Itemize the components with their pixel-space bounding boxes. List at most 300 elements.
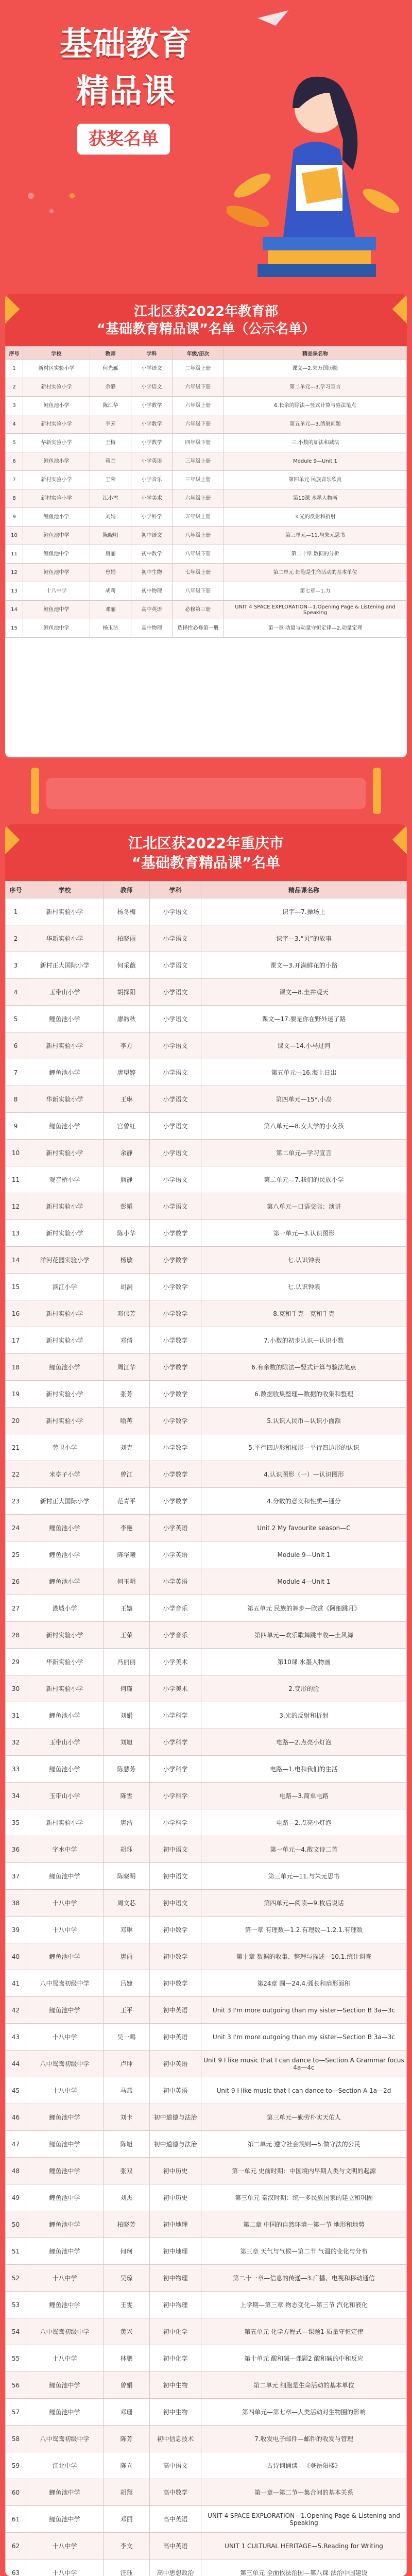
table-cell: 高中物理 [131, 619, 173, 638]
table-cell: 12 [6, 564, 23, 582]
table-cell: 初中语文 [150, 1890, 201, 1917]
column-header: 年级/册次 [173, 347, 224, 360]
table-cell: 小学美术 [131, 489, 173, 508]
table-cell: 小学数学 [131, 397, 173, 415]
table-row [6, 397, 407, 415]
table-cell: 陈江华 [90, 397, 131, 415]
table-cell: 17 [6, 1327, 26, 1354]
table-cell: 电路—2.点亮小灯泡 [201, 1809, 407, 1836]
table-cell: 第五单元 民族的舞步—欣赏《阿细跳月》 [201, 1595, 407, 1622]
table-cell: 江北中学 [26, 2452, 104, 2479]
table-cell: 49 [6, 2184, 26, 2211]
table-cell: 新村实验小学 [26, 1622, 104, 1649]
table-cell: 32 [6, 1729, 26, 1756]
table-cell: 鲤鱼池中学 [23, 619, 90, 638]
table-row [6, 508, 407, 527]
table-cell: 鲤鱼池中学 [26, 2158, 104, 2184]
table-row [6, 2184, 407, 2211]
table-cell: 11 [6, 545, 23, 564]
section2-title-line1: 江北区获2022年重庆市 [128, 835, 284, 852]
table-row [6, 979, 407, 1006]
table-cell: 刘娟 [104, 1702, 150, 1729]
table-cell: 第五单元—16.海上日出 [201, 1059, 407, 1086]
table-cell: 八中鸳鸯初级中学 [26, 2318, 104, 2345]
table-cell: 13 [6, 582, 23, 601]
table-cell: 小学语文 [150, 1006, 201, 1032]
table-cell: 鲤鱼池小学 [26, 1354, 104, 1381]
table-cell: 第七章—1.力 [224, 582, 407, 601]
table-cell: 第二单元—学习宣言 [201, 1140, 407, 1166]
table-cell: 小学语文 [150, 899, 201, 925]
table-row [6, 1515, 407, 1541]
table-cell: 熊静 [104, 1166, 150, 1193]
table-cell: 58 [6, 2426, 26, 2452]
table-cell: 初中数学 [150, 1970, 201, 1997]
table-cell: 8 [6, 1086, 26, 1113]
table-cell: 高中语文 [150, 2452, 201, 2479]
table-cell: Unit 3 I'm more outgoing than my sister—Section B 3a—3c [201, 2024, 407, 2050]
table-cell: 第一单元—4.散文诗二首 [201, 1836, 407, 1863]
table-cell: 邓丽 [90, 601, 131, 619]
table-cell: 小学数学 [150, 1434, 201, 1461]
table-cell: 新村实验小学 [26, 1327, 104, 1354]
table-cell: 电路—3.简单电路 [201, 1783, 407, 1809]
table-cell: 刘克 [104, 1434, 150, 1461]
table-cell: 小学数学 [150, 1247, 201, 1274]
table-cell: 李芳 [90, 415, 131, 434]
table-cell: 初中生物 [131, 564, 173, 582]
table-cell: 米亭子小学 [26, 1461, 104, 1488]
table-cell: UNIT 4 SPACE EXPLORATION—1.Opening Page & Listening and Speaking [201, 2506, 407, 2533]
table-cell: 小学语文 [131, 378, 173, 397]
table-cell: 第一章 动量与动量守恒定律—2.动量定理 [224, 619, 407, 638]
table-cell: 陈小华 [104, 1220, 150, 1247]
table-cell: 鲤鱼池小学 [26, 1059, 104, 1086]
table-row [6, 2104, 407, 2131]
table-row [6, 378, 407, 397]
table-cell: 鲤鱼池中学 [26, 2372, 104, 2399]
table-row [6, 1675, 407, 1702]
table-cell: 6.长余的除法—竖式计算与验法笔点 [224, 397, 407, 415]
table-cell: 陈晓明 [104, 1863, 150, 1890]
table-cell: 12 [6, 1193, 26, 1220]
table-cell: 八中鸳鸯初级中学 [26, 1970, 104, 1997]
table-row [6, 1220, 407, 1247]
table-cell: 十八中学 [26, 1890, 104, 1917]
table-cell: 8 [6, 489, 23, 508]
table-cell: 唐浩 [104, 1809, 150, 1836]
table-cell: 新村实验小学 [26, 1381, 104, 1408]
table-cell: 初中生物 [150, 2399, 201, 2426]
table-cell: 八年级上册 [173, 527, 224, 545]
column-header: 精品课名称 [224, 347, 407, 360]
table-row [6, 1890, 407, 1917]
table-cell: 第二单元 细胞是生命活动的基本单位 [201, 2372, 407, 2399]
student-with-books-illustration-icon [227, 31, 402, 278]
table-row [6, 2158, 407, 2184]
table-cell: 2.变形的脸 [201, 1675, 407, 1702]
table-cell: 小学数学 [150, 1461, 201, 1488]
table-cell: 初中化学 [150, 2318, 201, 2345]
table-cell: 八年级下册 [173, 582, 224, 601]
table-cell: 八年级下册 [173, 545, 224, 564]
table-cell: 张芳 [104, 1381, 150, 1408]
table-cell: 陈芳 [104, 2426, 150, 2452]
table-cell: 3.光的反射和折射 [201, 1702, 407, 1729]
table-row [6, 1809, 407, 1836]
table-cell: 小学数学 [150, 1381, 201, 1408]
table-cell: 吴一鸣 [104, 2024, 150, 2050]
column-header: 序号 [6, 882, 26, 899]
table-cell: 识字—7.操场上 [201, 899, 407, 925]
table-row [6, 952, 407, 979]
table-cell: 初中生物 [150, 2372, 201, 2399]
table-cell: 鲤鱼池中学 [26, 2184, 104, 2211]
table-cell: 小学语文 [150, 925, 201, 952]
table-cell: 七年级上册 [173, 564, 224, 582]
table-cell: 十八中学 [26, 2560, 104, 2576]
column-header: 学校 [26, 882, 104, 899]
table-cell: 初中数学 [131, 545, 173, 564]
table-cell: 小学数学 [150, 1408, 201, 1434]
table-cell: 4.认识图形（一）—认识图形 [201, 1461, 407, 1488]
table-row [6, 1247, 407, 1274]
table-cell: 新村实验小学 [26, 1809, 104, 1836]
table-cell: 鲤鱼池小学 [26, 1541, 104, 1568]
table-cell: 45 [6, 2077, 26, 2104]
table-cell: 第八单元—口语交际：演讲 [201, 1193, 407, 1220]
table-row [6, 2452, 407, 2479]
table-cell: 宫曾红 [104, 1113, 150, 1140]
table-cell: 二年级上册 [173, 360, 224, 378]
table-cell: 第三章 天气与气候—第二节 气温的变化与分布 [201, 2238, 407, 2265]
table-cell: 十八中学 [26, 2533, 104, 2560]
table-row [6, 2211, 407, 2238]
table-cell: 小学科学 [150, 1702, 201, 1729]
table-cell: 52 [6, 2265, 26, 2292]
table-cell: 鲤鱼池小学 [26, 1006, 104, 1032]
table-cell: 课文—14.小马过河 [201, 1032, 407, 1059]
table-cell: 小学语文 [150, 952, 201, 979]
table-cell: 鲤鱼池中学 [26, 2506, 104, 2533]
table-row [6, 2024, 407, 2050]
table-row [6, 1917, 407, 1943]
table-cell: 华新实验小学 [23, 434, 90, 452]
table-cell: 鲤鱼池中学 [26, 1863, 104, 1890]
table-cell: 邓琳 [104, 1917, 150, 1943]
table-cell: 三年级上册 [173, 471, 224, 489]
table-cell: 59 [6, 2452, 26, 2479]
table-cell: 小学语文 [150, 1059, 201, 1086]
table-row [6, 1381, 407, 1408]
table-cell: 46 [6, 2104, 26, 2131]
table-cell: 第二章 中国的自然环境—第一节 地形和地势 [201, 2211, 407, 2238]
column-header: 学科 [150, 882, 201, 899]
table-row [6, 1408, 407, 1434]
table-cell: 课文—8.坐井观天 [201, 979, 407, 1006]
table-cell: 62 [6, 2533, 26, 2560]
table-cell: 63 [6, 2560, 26, 2576]
table-cell: 小学数学 [150, 1220, 201, 1247]
decorative-dots-icon [21, 185, 82, 227]
table-cell: 古诗词诵读—《登岳阳楼》 [201, 2452, 407, 2479]
table-cell: 鲤鱼池中学 [26, 2131, 104, 2158]
table-cell: 16 [6, 1300, 26, 1327]
column-header: 精品课名称 [201, 882, 407, 899]
table-cell: 第24章 圆—24.4.弧长和扇形面积 [201, 1970, 407, 1997]
table-cell: 邓丽 [104, 2506, 150, 2533]
table-row [6, 2238, 407, 2265]
table-cell: 小学音乐 [150, 1622, 201, 1649]
table-row [6, 1997, 407, 2024]
table-cell: Unit 9 I like music that I can dance to—Section A 1a—2d [201, 2077, 407, 2104]
table-cell: 刘杰 [104, 2184, 150, 2211]
table-cell: 唐丽 [90, 545, 131, 564]
table-cell: 范青平 [104, 1488, 150, 1515]
table-cell: 小学科学 [150, 1783, 201, 1809]
table-cell: 唐丽 [104, 1943, 150, 1970]
table-cell: 电路—1.电和我们的生活 [201, 1756, 407, 1783]
table-cell: 第四单元 民族音乐欣赏 [224, 471, 407, 489]
table-cell: 55 [6, 2345, 26, 2372]
hero-subtitle: 获奖名单 [77, 124, 170, 155]
table-cell: 小学科学 [150, 1809, 201, 1836]
table-cell: 第四单元—阅读—9.枚后说话 [201, 1890, 407, 1917]
table-cell: 21 [6, 1434, 26, 1461]
table-row [6, 582, 407, 601]
table-cell: 观音桥小学 [26, 1166, 104, 1193]
table-cell: 新村实验小学 [23, 378, 90, 397]
table-cell: 蒋兰 [90, 452, 131, 471]
table-cell: 初中历史 [150, 2184, 201, 2211]
table-row [6, 1541, 407, 1568]
table-cell: 第十单元 酸和碱—课题2 酸和碱的中和反应 [201, 2345, 407, 2372]
table-cell: 吕婕 [104, 1970, 150, 1997]
table-cell: 劳卫小学 [26, 1434, 104, 1461]
table-cell: 高中数学 [150, 2479, 201, 2506]
table-cell: 刘旭 [104, 1729, 150, 1756]
table-row [6, 2426, 407, 2452]
table-cell: 玉带山小学 [26, 1783, 104, 1809]
table-cell: 7 [6, 1059, 26, 1086]
table-cell: 第五单元 化学方程式—课题1 质量守恒定律 [201, 2318, 407, 2345]
paper-plane-icon [258, 10, 288, 26]
table-cell: 四年级下册 [173, 434, 224, 452]
table-cell: 何瑾 [104, 1675, 150, 1702]
table-cell: 华新实验小学 [26, 925, 104, 952]
table-cell: 七.认识钟表 [201, 1274, 407, 1300]
section1-header [5, 294, 407, 346]
table-row [6, 1327, 407, 1354]
table-cell: 初中化学 [150, 2345, 201, 2372]
table-cell: 第10课 水墨人物画 [201, 1649, 407, 1675]
table-row [6, 899, 407, 925]
table-cell: 新村正大国际小学 [26, 952, 104, 979]
table-cell: 4 [6, 415, 23, 434]
table-cell: 小学数学 [131, 434, 173, 452]
table-cell: 胡翔 [104, 2479, 150, 2506]
table-row [6, 527, 407, 545]
table-cell: 鲤鱼池中学 [23, 601, 90, 619]
table-cell: 第八单元—8.女大学的小女孩 [201, 1113, 407, 1140]
table-row [6, 1032, 407, 1059]
table-cell: 余静 [104, 1140, 150, 1166]
table-cell: 新村实验小学 [26, 1300, 104, 1327]
table-cell: 廖韵秋 [104, 1006, 150, 1032]
table-row [6, 489, 407, 508]
table-row [6, 2533, 407, 2560]
table-cell: 高中英语 [131, 601, 173, 619]
table-cell: 陈雪 [104, 1783, 150, 1809]
table-cell: 60 [6, 2479, 26, 2506]
table-row [6, 1113, 407, 1140]
column-header: 学科 [131, 347, 173, 360]
table-cell: 鲤鱼池中学 [26, 2292, 104, 2318]
table-cell: 洋河花园实验小学 [26, 1247, 104, 1274]
table-cell: 王梅 [90, 434, 131, 452]
table-cell: 初中英语 [150, 2024, 201, 2050]
table-cell: 小学英语 [150, 1568, 201, 1595]
table-cell: 13 [6, 1220, 26, 1247]
table-row [6, 2131, 407, 2158]
table-cell: 小学科学 [131, 508, 173, 527]
table-cell: 新村实验小学 [26, 1193, 104, 1220]
table-cell: 王荣 [104, 1622, 150, 1649]
table-cell: 陈华曦 [104, 1541, 150, 1568]
table-row [6, 471, 407, 489]
table-cell: 第二单元—3.学习宣言 [224, 378, 407, 397]
table-cell: 56 [6, 2372, 26, 2399]
table-cell: 鲤鱼池中学 [26, 1943, 104, 1970]
table-cell: 41 [6, 1970, 26, 1997]
section2-header [5, 824, 407, 881]
table-cell: 34 [6, 1783, 26, 1809]
table-row [6, 1729, 407, 1756]
table-cell: 28 [6, 1622, 26, 1649]
table-cell: 新村实验小学 [23, 489, 90, 508]
table-cell: 3.光的反射和折射 [224, 508, 407, 527]
table-cell: 三.小数的加法和减法 [224, 434, 407, 452]
table-cell: 刘卡 [104, 2104, 150, 2131]
table-cell: 7.收发电子邮件—邮件的收发与管理 [201, 2426, 407, 2452]
table-cell: 15 [6, 619, 23, 638]
table-cell: 字水中学 [26, 1836, 104, 1863]
table-row [6, 1702, 407, 1729]
table-cell: 第四单元—第七章—人类活动对生物圈的影响 [201, 2399, 407, 2426]
table-cell: 1 [6, 360, 23, 378]
table-cell: 2 [6, 378, 23, 397]
table-cell: 小学语文 [131, 360, 173, 378]
hero-banner [0, 0, 412, 289]
table-cell: 39 [6, 1917, 26, 1943]
table-cell: 胡珏 [104, 1836, 150, 1863]
table-cell: 小学美术 [150, 1675, 201, 1702]
table-cell: 36 [6, 1836, 26, 1863]
table-row [6, 1059, 407, 1086]
table-cell: 54 [6, 2318, 26, 2345]
table-cell: 鲤鱼池小学 [23, 508, 90, 527]
table-cell: 曾娟 [90, 564, 131, 582]
table-cell: 小学科学 [150, 1756, 201, 1783]
table-cell: 李文 [104, 2533, 150, 2560]
table-row [6, 1836, 407, 1863]
table-row [6, 1193, 407, 1220]
table-cell: 小学音乐 [150, 1595, 201, 1622]
table-cell: Module 9—Unit 1 [201, 1541, 407, 1568]
table-cell: 唐望婷 [104, 1059, 150, 1086]
table-row [6, 415, 407, 434]
section1-title-line2: “基础教育精品课”名单（公示名单） [96, 321, 316, 337]
table-row [6, 2292, 407, 2318]
table-cell: 陈立 [104, 2452, 150, 2479]
table-row [6, 564, 407, 582]
table-cell: 27 [6, 1595, 26, 1622]
table-cell: 初中地理 [150, 2238, 201, 2265]
table-cell: 小学语文 [150, 1193, 201, 1220]
table-cell: 新村实验小学 [26, 1408, 104, 1434]
table-cell: 课文—3.开满鲜花的小路 [201, 952, 407, 979]
table-cell: 陈旭 [104, 2131, 150, 2158]
section1-title-line1: 江北区获2022年教育部 [133, 304, 279, 319]
table-cell: 周文芯 [104, 1890, 150, 1917]
table-cell: 19 [6, 1381, 26, 1408]
table-row [6, 1086, 407, 1113]
table-cell: 第三单元—11.与朱元思书 [201, 1863, 407, 1890]
table-cell: 何玉明 [104, 1568, 150, 1595]
table-cell: 小学数学 [150, 1274, 201, 1300]
table-cell: 电路—2.点亮小灯泡 [201, 1729, 407, 1756]
table-cell: 彭韬 [104, 1193, 150, 1220]
column-header: 学校 [23, 347, 90, 360]
table-cell: 3 [6, 952, 26, 979]
table-cell: 6.数据收集整理—数据的收集和整理 [201, 1381, 407, 1408]
table-cell: 鲤鱼池小学 [23, 397, 90, 415]
table-cell: 曾江 [104, 1461, 150, 1488]
table-cell: 第三单元 全面依法治国—第八课 法治中国建设 [201, 2560, 407, 2576]
table-row [6, 2372, 407, 2399]
table-row [6, 1756, 407, 1783]
table-row [6, 1140, 407, 1166]
table-row [6, 2077, 407, 2104]
table-cell: 1 [6, 899, 26, 925]
table-cell: 黄兴 [104, 2318, 150, 2345]
table-cell: 新村区实验小学 [23, 360, 90, 378]
table-row [6, 1461, 407, 1488]
table-cell: 53 [6, 2292, 26, 2318]
table-cell: 李艳 [104, 1515, 150, 1541]
table-cell: 43 [6, 2024, 26, 2050]
table-cell: 6 [6, 1032, 26, 1059]
table-cell: 42 [6, 1997, 26, 2024]
table-cell: 十八中学 [26, 2265, 104, 2292]
table-cell: Module 4—Unit 1 [201, 1568, 407, 1595]
table-cell: 何光雁 [90, 360, 131, 378]
table-cell: 初中物理 [150, 2265, 201, 2292]
table-cell: 胡洞 [104, 1274, 150, 1300]
table-cell: 初中英语 [150, 1997, 201, 2024]
table-cell: 冯丽丽 [104, 1649, 150, 1675]
table-cell: 初中地理 [150, 2211, 201, 2238]
table-cell: 9 [6, 1113, 26, 1140]
table-row [6, 1783, 407, 1809]
hero-title [28, 21, 224, 115]
table-row [6, 1622, 407, 1649]
table-cell: 9 [6, 508, 23, 527]
table-cell: 51 [6, 2238, 26, 2265]
table-cell: 华新实验小学 [26, 1086, 104, 1113]
table-cell: 第二十一章—信息的传递—3.广播、电视和移动通信 [201, 2265, 407, 2292]
table-cell: 2 [6, 925, 26, 952]
